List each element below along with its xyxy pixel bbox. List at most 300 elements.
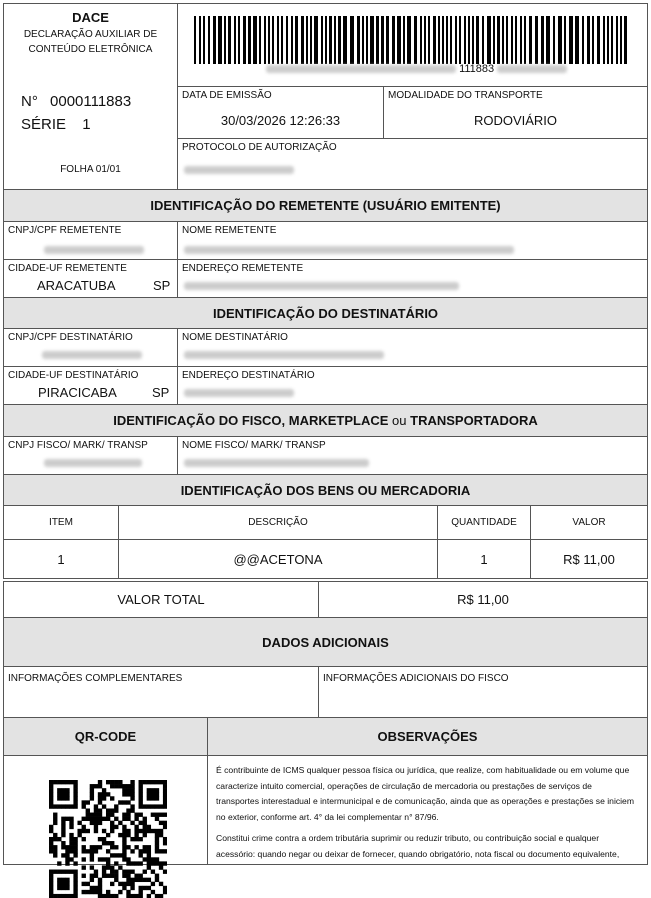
barcode-bar (575, 16, 579, 64)
barcode-bar (407, 16, 411, 64)
qr-module (110, 841, 114, 845)
qr-module (73, 874, 77, 878)
qr-module (82, 882, 86, 886)
qr-module (82, 849, 86, 853)
table-row-quantidade: 1 (437, 539, 531, 579)
qr-module (98, 837, 102, 841)
barcode-bar (487, 16, 491, 64)
destinatario-nome-label: NOME DESTINATÁRIO (182, 332, 288, 343)
qr-module (126, 870, 130, 874)
qr-module (151, 870, 155, 874)
qr-module (139, 829, 143, 833)
qr-module (98, 890, 102, 894)
barcode-bar (291, 16, 293, 64)
barcode-bar (476, 16, 479, 64)
qr-module (151, 796, 155, 800)
barcode-bar (310, 16, 312, 64)
qr-module (118, 853, 122, 857)
qr-module (139, 886, 143, 890)
qr-module (73, 890, 77, 894)
qr-module (65, 788, 69, 792)
qr-module (122, 800, 126, 804)
qr-module (49, 825, 53, 829)
qr-module (61, 825, 65, 829)
barcode-bar (366, 16, 368, 64)
barcode-bar (203, 16, 205, 64)
barcode-bar (397, 16, 401, 64)
qr-module (163, 804, 167, 808)
qr-module (114, 784, 118, 788)
qr-module (126, 882, 130, 886)
header-left-box (3, 3, 178, 190)
barcode-bar (194, 16, 196, 64)
qr-module (163, 821, 167, 825)
barcode-bar (243, 16, 246, 64)
qr-module (53, 817, 57, 821)
qr-module (114, 878, 118, 882)
qr-module (155, 829, 159, 833)
qr-module (139, 894, 143, 898)
qr-module (98, 792, 102, 796)
fisco-title-ou: ou (392, 413, 407, 428)
qr-module (155, 792, 159, 796)
qr-module (53, 804, 57, 808)
qr-module (61, 792, 65, 796)
doc-serie (21, 116, 91, 133)
col-header-descricao: DESCRIÇÃO (118, 505, 438, 540)
barcode-bar (414, 16, 417, 64)
qr-module (73, 870, 77, 874)
qr-module (73, 800, 77, 804)
qr-module (53, 849, 57, 853)
qr-module (139, 792, 143, 796)
qr-module (102, 804, 106, 808)
qr-module (155, 780, 159, 784)
qr-module (69, 804, 73, 808)
barcode-bar (281, 16, 283, 64)
qr-module (94, 808, 98, 812)
destinatario-nome-box (177, 328, 648, 367)
barcode-bar (446, 16, 448, 64)
qr-module (65, 849, 69, 853)
qr-module (114, 780, 118, 784)
qr-module (73, 886, 77, 890)
qr-module (65, 857, 69, 861)
qr-module (147, 853, 151, 857)
info-complementares-label: INFORMAÇÕES COMPLEMENTARES (8, 673, 183, 684)
qr-module (73, 784, 77, 788)
barcode-bar (558, 16, 562, 64)
remetente-nome-redacted (184, 246, 514, 254)
qr-module (139, 804, 143, 808)
qr-module (130, 886, 134, 890)
qr-module (65, 853, 69, 857)
barcode-bar (357, 16, 360, 64)
qr-module (134, 894, 138, 898)
qr-module (163, 861, 167, 865)
qr-module (86, 890, 90, 894)
qr-module (155, 813, 159, 817)
qr-module (139, 780, 143, 784)
barcode-bar (286, 16, 288, 64)
qr-module (106, 792, 110, 796)
barcode-bar (541, 16, 544, 64)
remetente-endereco-redacted (184, 282, 459, 290)
qr-box (3, 755, 208, 865)
qr-module (134, 813, 138, 817)
qr-module (90, 813, 94, 817)
remetente-cidade-label: CIDADE-UF REMETENTE (8, 263, 127, 274)
qr-module (65, 886, 69, 890)
barcode-bar (253, 16, 257, 64)
destinatario-cnpj-label: CNPJ/CPF DESTINATÁRIO (8, 332, 133, 343)
qr-module (139, 861, 143, 865)
qr-module (98, 821, 102, 825)
qr-module (163, 788, 167, 792)
qr-module (82, 857, 86, 861)
qr-module (126, 894, 130, 898)
barcode-bar (362, 16, 364, 64)
fisco-nome-box (177, 436, 648, 475)
qr-module (130, 808, 134, 812)
qr-module (65, 861, 69, 865)
remetente-nome-box (177, 221, 648, 260)
qr-module (130, 821, 134, 825)
qr-module (159, 833, 163, 837)
qr-module (61, 796, 65, 800)
qr-module (69, 849, 73, 853)
qr-module (53, 853, 57, 857)
qr-module (86, 817, 90, 821)
qr-module (69, 857, 73, 861)
qr-module (143, 817, 147, 821)
qr-module (110, 870, 114, 874)
qr-module (53, 821, 57, 825)
table-row-valor: R$ 11,00 (530, 539, 648, 579)
qr-module (73, 878, 77, 882)
qr-module (57, 886, 61, 890)
barcode-bar (338, 16, 341, 64)
barcode-bar (329, 16, 332, 64)
qr-module (61, 882, 65, 886)
qr-module (110, 865, 114, 869)
qr-module (143, 845, 147, 849)
qr-module (110, 874, 114, 878)
remetente-uf-value: SP (153, 278, 171, 293)
qr-module (98, 817, 102, 821)
qr-module (73, 804, 77, 808)
barcode-bar (493, 16, 495, 64)
qr-module (69, 870, 73, 874)
qr-module (98, 784, 102, 788)
qr-module (102, 837, 106, 841)
barcode-bar (624, 16, 627, 64)
qr-module (49, 792, 53, 796)
qr-module (53, 837, 57, 841)
fisco-title-post: TRANSPORTADORA (406, 413, 538, 428)
qr-module (98, 857, 102, 861)
qr-module (86, 829, 90, 833)
qr-module (163, 841, 167, 845)
doc-number (21, 93, 131, 110)
qr-module (163, 849, 167, 853)
qr-module (147, 792, 151, 796)
qr-module (102, 788, 106, 792)
qr-module (102, 865, 106, 869)
qr-module (114, 870, 118, 874)
qr-module (61, 804, 65, 808)
barcode-bar (392, 16, 395, 64)
qr-module (90, 796, 94, 800)
serie-label: SÉRIE (21, 116, 67, 133)
qr-module (65, 817, 69, 821)
qr-module (151, 857, 155, 861)
qr-module (151, 861, 155, 865)
qr-module (102, 870, 106, 874)
qr-module (61, 878, 65, 882)
qr-module (143, 857, 147, 861)
qr-module (110, 796, 114, 800)
qr-module (134, 874, 138, 878)
qr-module (90, 792, 94, 796)
qr-module (139, 849, 143, 853)
barcode-box (177, 3, 648, 87)
qr-module (118, 882, 122, 886)
doc-title: DACE (72, 10, 109, 25)
barcode-bar (264, 16, 266, 64)
number-prefix: N° (21, 93, 38, 110)
destinatario-cnpj-redacted (42, 351, 142, 359)
qr-module (49, 841, 53, 845)
qr-module (94, 817, 98, 821)
barcode-bar (450, 16, 452, 64)
barcode-bar (386, 16, 389, 64)
qr-module (163, 784, 167, 788)
qr-module (53, 845, 57, 849)
qr-module (126, 800, 130, 804)
destinatario-endereco-label: ENDEREÇO DESTINATÁRIO (182, 370, 315, 381)
qr-module (49, 886, 53, 890)
qr-module (143, 833, 147, 837)
qr-module (118, 780, 122, 784)
table-row-descricao: @@ACETONA (118, 539, 438, 579)
qr-module (57, 804, 61, 808)
qr-module (126, 829, 130, 833)
barcode-bar (553, 16, 555, 64)
qr-module (134, 878, 138, 882)
serie-value: 1 (82, 116, 91, 133)
barcode (194, 16, 628, 64)
qr-module (155, 857, 159, 861)
qr-module (106, 874, 110, 878)
qr-module (90, 874, 94, 878)
qr-module (163, 780, 167, 784)
qr-module (155, 833, 159, 837)
qr-module (147, 886, 151, 890)
qr-module (94, 890, 98, 894)
qr-module (126, 833, 130, 837)
barcode-bar (381, 16, 384, 64)
qr-module (82, 800, 86, 804)
qr-module (126, 784, 130, 788)
fisco-cnpj-box (3, 436, 178, 475)
qr-module (159, 849, 163, 853)
qr-module (94, 804, 98, 808)
qr-module (61, 886, 65, 890)
qr-module (98, 813, 102, 817)
qr-module (130, 870, 134, 874)
qr-module (155, 837, 159, 841)
qr-module (65, 845, 69, 849)
qr-module (139, 878, 143, 882)
remetente-cidade-value: ARACATUBA (37, 278, 116, 293)
remetente-endereco-label: ENDEREÇO REMETENTE (182, 263, 304, 274)
qr-module (49, 784, 53, 788)
qr-module (49, 800, 53, 804)
fisco-nome-label: NOME FISCO/ MARK/ TRANSP (182, 440, 326, 451)
qr-module (90, 857, 94, 861)
barcode-bar (350, 16, 354, 64)
qr-module (147, 861, 151, 865)
qr-module (53, 833, 57, 837)
qr-module (98, 882, 102, 886)
qr-module (57, 894, 61, 898)
qr-module (134, 825, 138, 829)
qr-module (110, 821, 114, 825)
qr-module (122, 792, 126, 796)
qr-module (151, 890, 155, 894)
modalidade-box (383, 86, 648, 139)
protocolo-value-redacted (184, 166, 294, 174)
barcode-bar (472, 16, 474, 64)
qr-module (159, 829, 163, 833)
qr-module (110, 808, 114, 812)
qr-module (155, 874, 159, 878)
qr-module (151, 804, 155, 808)
barcode-bar (587, 16, 590, 64)
qr-module (57, 796, 61, 800)
qr-module (98, 796, 102, 800)
qr-module (114, 845, 118, 849)
qr-module (126, 845, 130, 849)
qr-module (98, 894, 102, 898)
qr-module (155, 861, 159, 865)
qr-module (49, 882, 53, 886)
qr-module (118, 890, 122, 894)
barcode-number (266, 63, 567, 75)
qr-module (143, 849, 147, 853)
qr-module (57, 792, 61, 796)
qr-module (49, 870, 53, 874)
barcode-bar (607, 16, 609, 64)
qr-module (155, 788, 159, 792)
qr-module (94, 874, 98, 878)
qr-module (159, 780, 163, 784)
qr-module (143, 821, 147, 825)
qr-module (65, 882, 69, 886)
data-emissao-label: DATA DE EMISSÃO (182, 90, 272, 101)
qr-module (94, 821, 98, 825)
barcode-bar (611, 16, 613, 64)
qr-module (90, 853, 94, 857)
qr-module (155, 817, 159, 821)
qr-module (147, 894, 151, 898)
qr-module (90, 865, 94, 869)
qr-module (130, 861, 134, 865)
qr-module (163, 890, 167, 894)
qr-module (73, 788, 77, 792)
qr-module (122, 837, 126, 841)
qr-module (49, 829, 53, 833)
qr-module (69, 833, 73, 837)
qr-module (163, 886, 167, 890)
qr-module (61, 845, 65, 849)
qr-module (106, 865, 110, 869)
qr-module (49, 837, 53, 841)
qr-module (118, 784, 122, 788)
qr-module (86, 800, 90, 804)
barcode-bar (343, 16, 347, 64)
qr-module (110, 780, 114, 784)
qr-module (151, 792, 155, 796)
qr-code (49, 780, 167, 898)
qr-module (155, 804, 159, 808)
barcode-bar (459, 16, 461, 64)
modalidade-label: MODALIDADE DO TRANSPORTE (388, 90, 543, 101)
qr-module (114, 817, 118, 821)
barcode-bar (433, 16, 436, 64)
barcode-bar (620, 16, 622, 64)
qr-module (82, 804, 86, 808)
qr-module (110, 845, 114, 849)
obs-section-title: OBSERVAÇÕES (207, 717, 648, 756)
barcode-bar (248, 16, 251, 64)
qr-module (90, 788, 94, 792)
qr-module (82, 874, 86, 878)
qr-module (69, 894, 73, 898)
qr-module (147, 804, 151, 808)
barcode-bar (529, 16, 532, 64)
qr-module (61, 788, 65, 792)
qr-module (147, 780, 151, 784)
qr-module (61, 817, 65, 821)
qr-module (130, 837, 134, 841)
barcode-bar (234, 16, 236, 64)
qr-module (94, 870, 98, 874)
qr-module (106, 780, 110, 784)
qr-module (49, 788, 53, 792)
qr-module (69, 845, 73, 849)
qr-module (102, 874, 106, 878)
qr-module (159, 813, 163, 817)
fisco-title-pre: IDENTIFICAÇÃO DO FISCO, MARKETPLACE (113, 413, 393, 428)
qr-module (163, 825, 167, 829)
qr-module (147, 865, 151, 869)
barcode-bar (259, 16, 261, 64)
qr-module (118, 865, 122, 869)
qr-module (134, 861, 138, 865)
qr-module (130, 849, 134, 853)
qr-module (90, 890, 94, 894)
qr-module (147, 788, 151, 792)
qr-module (126, 857, 130, 861)
qr-module (73, 841, 77, 845)
qr-module (126, 808, 130, 812)
qr-module (102, 792, 106, 796)
barcode-bar (524, 16, 526, 64)
qr-module (73, 849, 77, 853)
qr-module (163, 870, 167, 874)
